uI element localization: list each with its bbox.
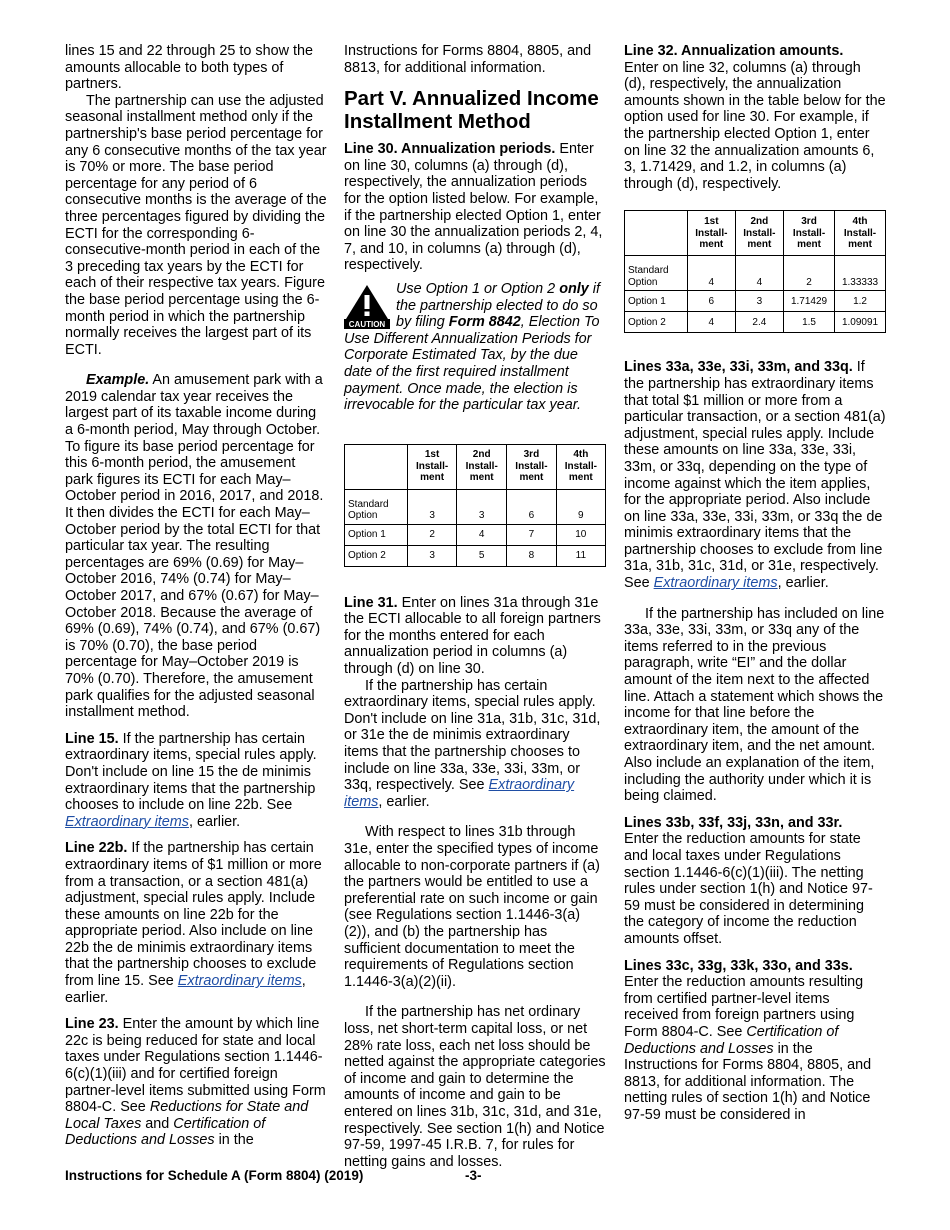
table-cell: 7 bbox=[507, 524, 556, 545]
table-row-label: Standard Option bbox=[345, 489, 408, 524]
caution-only: only bbox=[559, 280, 589, 297]
paragraph-net-loss: If the partnership has net ordinary loss, net short-term capital loss, or net 28% rate loss, each net loss should be netted against the appropriate categories of income and gain to determine the amounts of income and gain to be entered on lines 31b, 31c, 31d, and 31e, respectively. See section 1(h) and Notice 97-59, 1997-45 I.R.B. 7, for rules for netting gains and losses. bbox=[344, 1004, 606, 1170]
table-cell: 3 bbox=[408, 489, 457, 524]
table-cell: 3 bbox=[735, 291, 783, 312]
table-cell: 2 bbox=[408, 524, 457, 545]
caution-form: Form 8842 bbox=[448, 314, 521, 331]
line33a-heading: Lines 33a, 33e, 33i, 33m, and 33q. bbox=[624, 359, 853, 376]
table-header-cell: 3rd Install-ment bbox=[507, 444, 556, 489]
table-header-cell: 2nd Install-ment bbox=[735, 211, 783, 256]
extraordinary-items-link[interactable]: Extraordinary items bbox=[653, 575, 778, 592]
caution-label: CAUTION bbox=[348, 319, 386, 329]
table-row-label: Option 1 bbox=[345, 524, 408, 545]
line33b-body: Enter the reduction amounts for state and local taxes under Regulations section 1.1446-6(c)(1)(iii). The netting rules under section 1(h) and Notice 97-59 must be considered in determining the category of income the reduction amounts offset. bbox=[624, 831, 873, 947]
paragraph-line33a bbox=[624, 359, 886, 591]
table-row bbox=[625, 256, 886, 291]
table-cell: 2 bbox=[784, 256, 835, 291]
page-number: -3- bbox=[465, 1168, 482, 1183]
table-row-label: Option 1 bbox=[625, 291, 688, 312]
line33c-body: Enter the reduction amounts resulting from certified partner-level items received from foreign partners using Form 8804-C. See bbox=[624, 974, 864, 1040]
extraordinary-tail: , earlier. bbox=[378, 793, 430, 810]
line23-tail: in the bbox=[218, 1132, 254, 1149]
table-header-cell bbox=[345, 444, 408, 489]
table-cell: 4 bbox=[457, 524, 507, 545]
paragraph-line15 bbox=[65, 731, 327, 831]
table-row-label: Option 2 bbox=[625, 312, 688, 333]
line33b-heading: Lines 33b, 33f, 33j, 33n, and 33r. bbox=[624, 814, 843, 831]
line15-body: If the partnership has certain extraordinary items, special rules apply. Don't include on line 15 the de minimis extraordinary items that the partnership chooses to include on line 22b. See bbox=[65, 730, 317, 814]
line33a-body: If the partnership has extraordinary items that total $1 million or more from a particular transaction, or a section 481(a) adjustment, special rules apply. Include these amounts on line 33a, 33e, 33i, 33m, or 33q, depending on the type of income against which the item applies, for the appropriate period. Also include on line 33a, 33e, 33i, 33m, or 33q the de minimis extraordinary items that the partnership chooses to exclude from line 31a, 31b, 31c, 31d, or 31e, respectively. See bbox=[624, 359, 886, 592]
line30-body: Enter on line 30, columns (a) through (d), respectively, the annualization periods for the option listed below. For example, if the partnership elected Option 1, enter on line 30 the annualization periods 2, 4, 7, and 10, in columns (a) through (d), respectively. bbox=[344, 141, 603, 274]
part-v-heading: Part V. Annualized Income Installment Method bbox=[344, 87, 599, 133]
table-header-cell: 1st Install-ment bbox=[688, 211, 736, 256]
caution-text-1: Use Option 1 or Option 2 bbox=[396, 280, 556, 297]
caution-icon bbox=[344, 283, 390, 329]
table-header-cell: 3rd Install-ment bbox=[784, 211, 835, 256]
paragraph-base-period: The partnership can use the adjusted seasonal installment method only if the partnership's base period percentage for any 6 consecutive months of the tax year is 70% or more. The base period percentage for any period of 6 consecutive months is the average of the three percentages figured by dividing the ECTI for the corresponding 6-consecutive-month period in each of the 3 preceding tax years by the ECTI for each of their respective tax years. Figure the base period percentage using the 6-month period in which the partnership normally receives the largest part of its ECTI. bbox=[65, 92, 327, 358]
table-row bbox=[345, 545, 606, 566]
table-cell: 4 bbox=[735, 256, 783, 291]
table-cell: 11 bbox=[556, 545, 605, 566]
table-header-row bbox=[345, 444, 606, 489]
paragraph-line23 bbox=[65, 1016, 327, 1149]
line23-reference-2: Certification of Deductions and Losses bbox=[65, 1115, 266, 1149]
example-heading: Example. bbox=[86, 372, 150, 389]
footer-title: Instructions for Schedule A (Form 8804) (2019) bbox=[65, 1168, 364, 1183]
column-right bbox=[624, 43, 886, 1123]
table-header-cell bbox=[625, 211, 688, 256]
table-cell: 1.33333 bbox=[835, 256, 886, 291]
line15-tail: , earlier. bbox=[188, 813, 241, 830]
example-body: An amusement park with a 2019 calendar tax year receives the largest part of its taxable income during a 6-month period, May through October. To figure its base period percentage for this 6-month period, the amusement park figures its ECTI for each May–October period in 2016, 2017, and 2018. It then divides the ECTI for each May–October period by the total ECTI for that particular tax year. The resulting percentages are 69% (0.69) for May–October 2016, 74% (0.74) for May–October 2017, and 67% (0.67) for May–October 2018. Because the average of 69% (0.69), 74% (0.74), and 67% (0.67) is 70% (0.70), the base period percentage for May–October 2019 is 70% (0.70). Therefore, the amusement park qualifies for the adjusted seasonal installment method. bbox=[65, 372, 324, 721]
line33c-tail: in the Instructions for Forms 8804, 8805, and 8813, for additional information. The netting rules of section 1(h) and Notice 97-59 must be considered in bbox=[624, 1040, 872, 1123]
table-cell: 6 bbox=[688, 291, 736, 312]
table-cell: 5 bbox=[457, 545, 507, 566]
line30-heading: Line 30. Annualization periods. bbox=[344, 141, 556, 158]
table-cell: 3 bbox=[457, 489, 507, 524]
line22b-heading: Line 22b. bbox=[65, 840, 128, 857]
table-cell: 4 bbox=[688, 312, 736, 333]
paragraph-line31 bbox=[344, 595, 606, 678]
table-row bbox=[625, 291, 886, 312]
line23-heading: Line 23. bbox=[65, 1016, 119, 1033]
line33c-heading: Lines 33c, 33g, 33k, 33o, and 33s. bbox=[624, 957, 853, 974]
caution-note bbox=[344, 281, 606, 414]
line32-heading: Line 32. Annualization amounts. bbox=[624, 43, 844, 59]
line33a-tail: , earlier. bbox=[777, 575, 829, 592]
line31-body: Enter on lines 31a through 31e the ECTI allocable to all foreign partners for the months entered for each annualization period in columns (a) through (d) on line 30. bbox=[344, 594, 601, 678]
line22b-tail: , earlier. bbox=[65, 973, 306, 1006]
paragraph-instructions-ref: Instructions for Forms 8804, 8805, and 8813, for additional information. bbox=[344, 43, 592, 76]
table-header-cell: 4th Install-ment bbox=[556, 444, 605, 489]
extraordinary-items-link[interactable]: Extraordinary items bbox=[177, 973, 302, 990]
table-cell: 8 bbox=[507, 545, 556, 566]
table-header-cell: 4th Install-ment bbox=[835, 211, 886, 256]
table-row-label: Option 2 bbox=[345, 545, 408, 566]
table-cell: 2.4 bbox=[735, 312, 783, 333]
table-header-cell: 2nd Install-ment bbox=[457, 444, 507, 489]
table-cell: 10 bbox=[556, 524, 605, 545]
extraordinary-items-link[interactable]: Extraordinary items bbox=[65, 813, 189, 830]
column-left bbox=[65, 43, 327, 1149]
paragraph-line32 bbox=[624, 43, 886, 192]
line15-heading: Line 15. bbox=[65, 730, 119, 747]
paragraph-line33b bbox=[624, 815, 886, 948]
table-row bbox=[345, 489, 606, 524]
extraordinary-body: If the partnership has certain extraordinary items, special rules apply. Don't include on line 31a, 31b, 31c, 31d, or 31e the de minimis extraordinary items that the partnership chooses to include on line 33a, 33e, 33i, 33m, or 33q, respectively. See bbox=[344, 677, 601, 794]
paragraph-example bbox=[65, 372, 327, 720]
table-row-label: Standard Option bbox=[625, 256, 688, 291]
paragraph-line33c bbox=[624, 958, 886, 1124]
caution-note-text bbox=[344, 281, 606, 414]
table-cell: 9 bbox=[556, 489, 605, 524]
table-cell: 1.5 bbox=[784, 312, 835, 333]
table-row bbox=[625, 312, 886, 333]
line23-and: and bbox=[145, 1115, 170, 1132]
table-header-cell: 1st Install-ment bbox=[408, 444, 457, 489]
table-cell: 1.09091 bbox=[835, 312, 886, 333]
annualization-amounts-table bbox=[624, 210, 886, 333]
table-cell: 1.71429 bbox=[784, 291, 835, 312]
paragraph-intro: lines 15 and 22 through 25 to show the amounts allocable to both types of partners. bbox=[65, 43, 314, 93]
line22b-body: If the partnership has certain extraordinary items of $1 million or more from a transaction, or a section 481(a) adjustment, special rules apply. Include these amounts on line 22b for the appropriate period. Also include on line 22b the de minimis extraordinary items that the partnership chooses to exclude from line 15. See bbox=[65, 840, 322, 990]
line23-body: Enter the amount by which line 22c is being reduced for state and local taxes under Regulations section 1.1446-6(c)(1)(iii) and for certified foreign partner-level items submitted using Form 8804-C. See bbox=[65, 1016, 326, 1116]
line33c-reference: Certification of Deductions and Losses bbox=[624, 1023, 839, 1057]
column-middle bbox=[344, 43, 606, 1170]
caution-text-2: if the partnership elected to do so by filing bbox=[396, 280, 600, 331]
table-cell: 3 bbox=[408, 545, 457, 566]
paragraph-line22b bbox=[65, 840, 327, 1006]
line23-reference-1: Reductions for State and Local Taxes bbox=[65, 1099, 309, 1132]
table-cell: 6 bbox=[507, 489, 556, 524]
extraordinary-items-link[interactable]: Extraordinary items bbox=[344, 777, 575, 810]
annualization-periods-table bbox=[344, 444, 606, 567]
paragraph-extraordinary bbox=[344, 678, 606, 811]
paragraph-respect: With respect to lines 31b through 31e, enter the specified types of income allocable to non-corporate partners if (a) the partners would be entitled to use a preferential rate on such income or gain (see Regulations section 1.1446-3(a)(2)), and (b) the partnership has sufficient documentation to meet the requirements of Regulations section 1.1446-3(a)(2)(ii). bbox=[344, 824, 600, 990]
caution-text-3: , Election To Use Different Annualization Periods for Corporate Estimated Tax, by the due date of the first required installment payment. Once made, the election is irrevocable for the particular tax year. bbox=[344, 314, 600, 414]
line32-body: Enter on line 32, columns (a) through (d), respectively, the annualization amounts shown in the table below for the option used for line 30. For example, if the partnership elected Option 1, enter on line 32 the annualization amounts 6, 3, 1.71429, and 1.2, in columns (a) through (d), respectively. bbox=[624, 59, 886, 192]
line31-heading: Line 31. bbox=[344, 594, 398, 611]
table-header-row bbox=[625, 211, 886, 256]
table-cell: 1.2 bbox=[835, 291, 886, 312]
paragraph-ei: If the partnership has included on line 33a, 33e, 33i, 33m, or 33q any of the items referred to in the previous paragraph, write “EI” and the dollar amount of the item next to the affected line. Attach a statement which shows the income for that line before the extraordinary item, the amount of the extraordinary item, and the net amount. Also include an explanation of the item, including the authority under which it is being claimed. bbox=[624, 605, 885, 805]
table-row bbox=[345, 524, 606, 545]
paragraph-line30 bbox=[344, 141, 606, 274]
table-cell: 4 bbox=[688, 256, 736, 291]
